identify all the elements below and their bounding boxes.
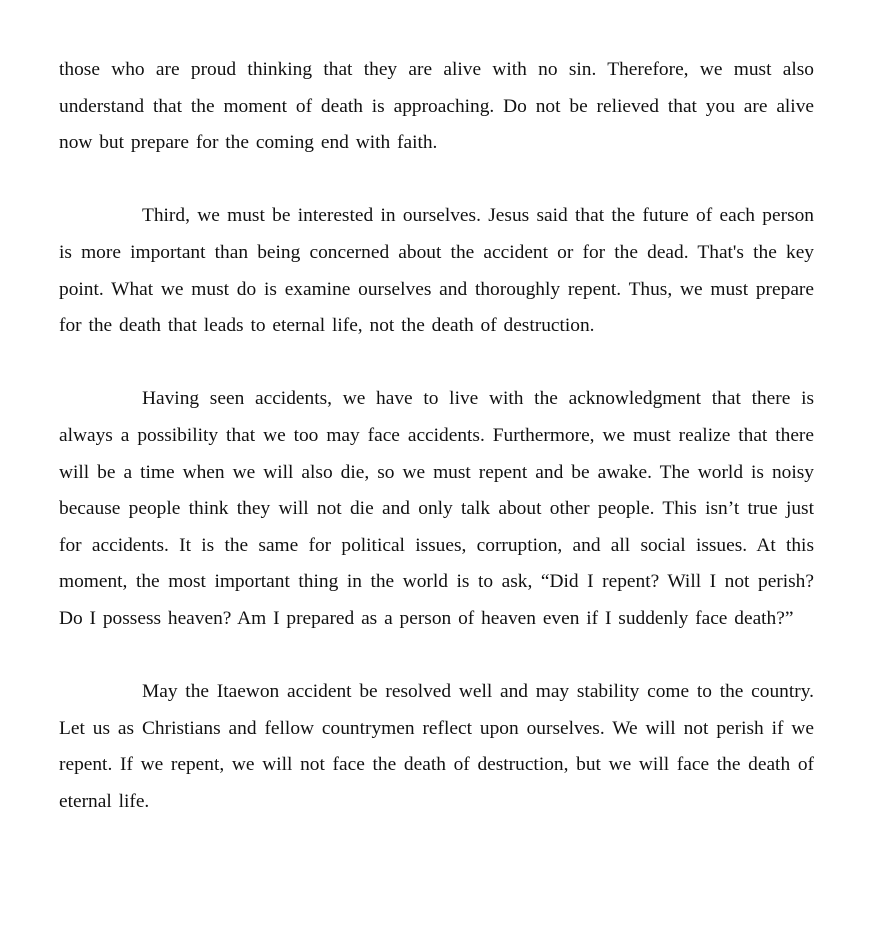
paragraph-1: those who are proud thinking that they are alive with no sin. Therefore, we must also understand that the moment of death is approaching. Do not be relieved that you are alive now but prepare for the coming end with faith. (59, 59, 814, 154)
paragraph-2: Third, we must be interested in ourselves. Jesus said that the future of each person is more important than being concerned about the accident or for the dead. That's the key point. What we must do is examine ourselves and thoroughly repent. Thus, we must prepare for the death that leads to eternal life, not the death of destruction. (59, 205, 814, 337)
paragraph-3: Having seen accidents, we have to live with the acknowledgment that there is always a possibility that we too may face accidents. Furthermore, we must realize that there will be a time when we will also die, so we must repent and be awake. The world is noisy because people think they will not die and only talk about other people. This isn’t true just for accidents. It is the same for political issues, corruption, and all social issues. At this moment, the most important thing in the world is to ask, “Did I repent? Will I not perish? Do I possess heaven? Am I prepared as a person of heaven even if I suddenly face death?” (59, 388, 814, 629)
document-page (59, 52, 814, 820)
paragraph-4: May the Itaewon accident be resolved well and may stability come to the country. Let us as Christians and fellow countrymen reflect upon ourselves. We will not perish if we repent. If we repent, we will not face the death of destruction, but we will face the death of eternal life. (59, 681, 814, 812)
